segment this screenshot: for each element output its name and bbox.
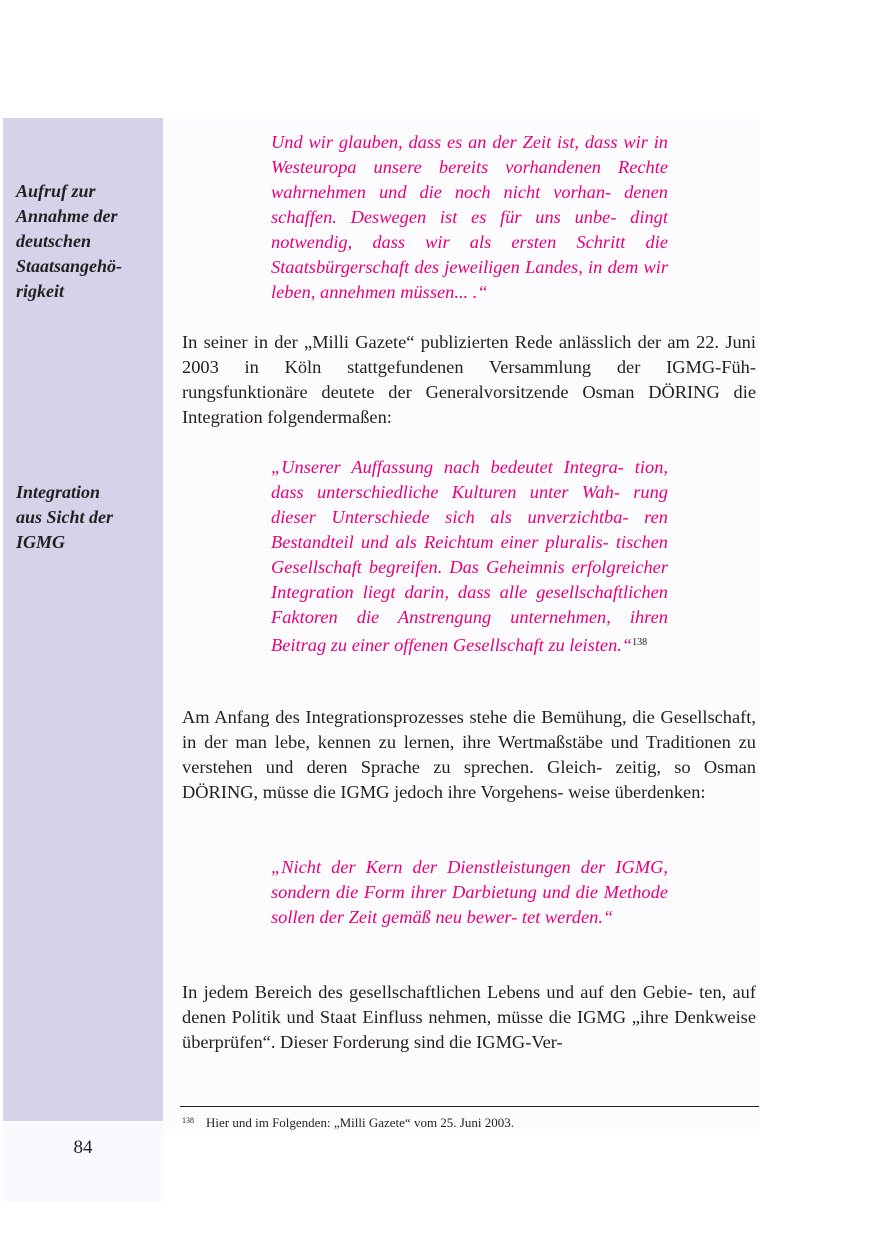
footnote (182, 1112, 758, 1132)
footnote-text: Hier und im Folgenden: „Milli Gazete“ vom 25. Juni 2003. (206, 1115, 514, 1130)
quote-integration-text: „Unserer Auffassung nach bedeutet Integra- tion, dass unterschiedliche Kulturen unter Wah- rung dieser Unterschiede sich als unverzichtba- ren Bestandteil und als Reichtum einer pluralis- tischen Gesellschaft begreifen. Das Geheimnis erfolgreicher Integration liegt darin, dass alle gesellschaftlichen Faktoren die Anstrengung unternehmen, ihren Beitrag zu einer offenen Gesellschaft zu leisten.“ (271, 457, 668, 655)
footnote-divider (180, 1106, 759, 1107)
page-number-box (3, 1121, 163, 1201)
quote-integration (271, 455, 668, 658)
quote-services: „Nicht der Kern der Dienstleistungen der IGMG, sondern die Form ihrer Darbietung und die Methode sollen der Zeit gemäß neu bewer- tet werden.“ (271, 857, 668, 927)
paragraph-speech-intro: In seiner in der „Milli Gazete“ publizierten Rede anlässlich der am 22. Juni 2003 in Köln stattgefundenen Versammlung der IGMG-Füh- rungsfunktionäre deutete der Generalvorsitzende Osman DÖRING die Integration folgendermaßen: (182, 332, 756, 427)
margin-note-citizenship: Aufruf zur Annahme der deutschen Staatsangehö- rigkeit (16, 181, 123, 301)
footnote-reference: 138 (632, 637, 648, 648)
quote-citizenship: Und wir glauben, dass es an der Zeit ist, dass wir in Westeuropa unsere bereits vorhandenen Rechte wahrnehmen und die noch nicht vorhan- denen schaffen. Deswegen ist es für uns unbe- dingt notwendig, dass wir als ersten Schritt die Staatsbürgerschaft des jeweiligen Landes, in dem wir leben, annehmen müssen... .“ (271, 132, 668, 302)
paragraph-integration-process: Am Anfang des Integrationsprozesses stehe die Bemühung, die Gesellschaft, in der man lebe, kennen zu lernen, ihre Wertmaßstäbe und Traditionen zu verstehen und deren Sprache zu sprechen. Gleich- zeitig, so Osman DÖRING, müsse die IGMG jedoch ihre Vorgehens- weise überdenken: (182, 707, 756, 802)
paragraph-thinking: In jedem Bereich des gesellschaftlichen Lebens und auf den Gebie- ten, auf denen Politik und Staat Einfluss nehmen, müsse die IGMG „ihre Denkweise überprüfen“. Dieser Forderung sind die IGMG-Ver- (182, 982, 756, 1052)
page-number: 84 (73, 1137, 93, 1158)
footnote-number: 138 (182, 1116, 194, 1125)
margin-note-integration: Integration aus Sicht der IGMG (16, 482, 114, 552)
